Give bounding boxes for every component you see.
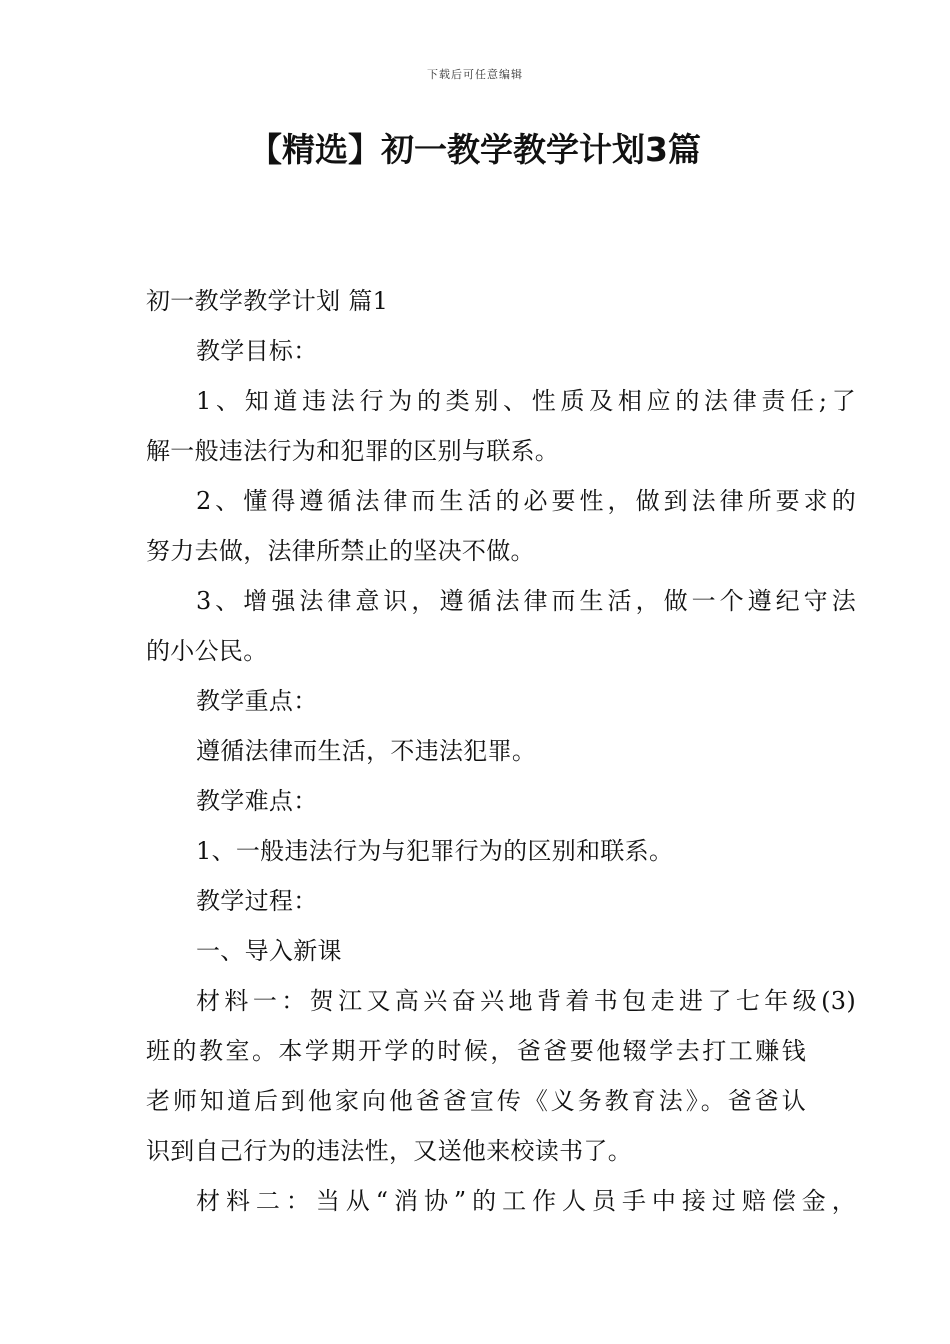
paragraph-line: 1、一般违法行为与犯罪行为的区别和联系。 (196, 837, 674, 865)
paragraph-line: 教学目标： (196, 337, 318, 365)
paragraph-line: 班的教室。本学期开学的时候，爸爸要他辍学去打工赚钱 (146, 1037, 806, 1065)
document-title: 【精选】初一教学教学计划3篇 (249, 130, 701, 169)
paragraph-line: 材料一：贺江又高兴奋兴地背着书包走进了七年级(3) (196, 987, 856, 1015)
paragraph-line: 努力去做，法律所禁止的坚决不做。 (146, 537, 535, 565)
paragraph-line: 的小公民。 (146, 637, 268, 665)
header-note: 下载后可任意编辑 (427, 68, 523, 81)
paragraph-line: 教学重点： (196, 687, 318, 715)
paragraph-line: 遵循法律而生活，不违法犯罪。 (196, 737, 537, 765)
paragraph-line: 识到自己行为的违法性，又送他来校读书了。 (146, 1137, 632, 1165)
document-body (146, 276, 856, 1226)
paragraph-line: 一、导入新课 (196, 937, 342, 965)
paragraph-line: 教学难点： (196, 787, 318, 815)
paragraph-line: 材料二：当从“消协”的工作人员手中接过赔偿金， (196, 1187, 856, 1215)
paragraph-line: 解一般违法行为和犯罪的区别与联系。 (146, 437, 560, 465)
paragraph-line: 3、增强法律意识，遵循法律而生活，做一个遵纪守法 (196, 587, 856, 615)
paragraph-line: 1、知道违法行为的类别、性质及相应的法律责任;了 (196, 387, 856, 415)
paragraph-line: 教学过程： (196, 887, 318, 915)
paragraph-line: 老师知道后到他家向他爸爸宣传《义务教育法》。爸爸认 (146, 1087, 806, 1115)
paragraph-line: 2、懂得遵循法律而生活的必要性，做到法律所要求的 (196, 487, 856, 515)
section-heading: 初一教学教学计划 篇1 (146, 287, 389, 315)
